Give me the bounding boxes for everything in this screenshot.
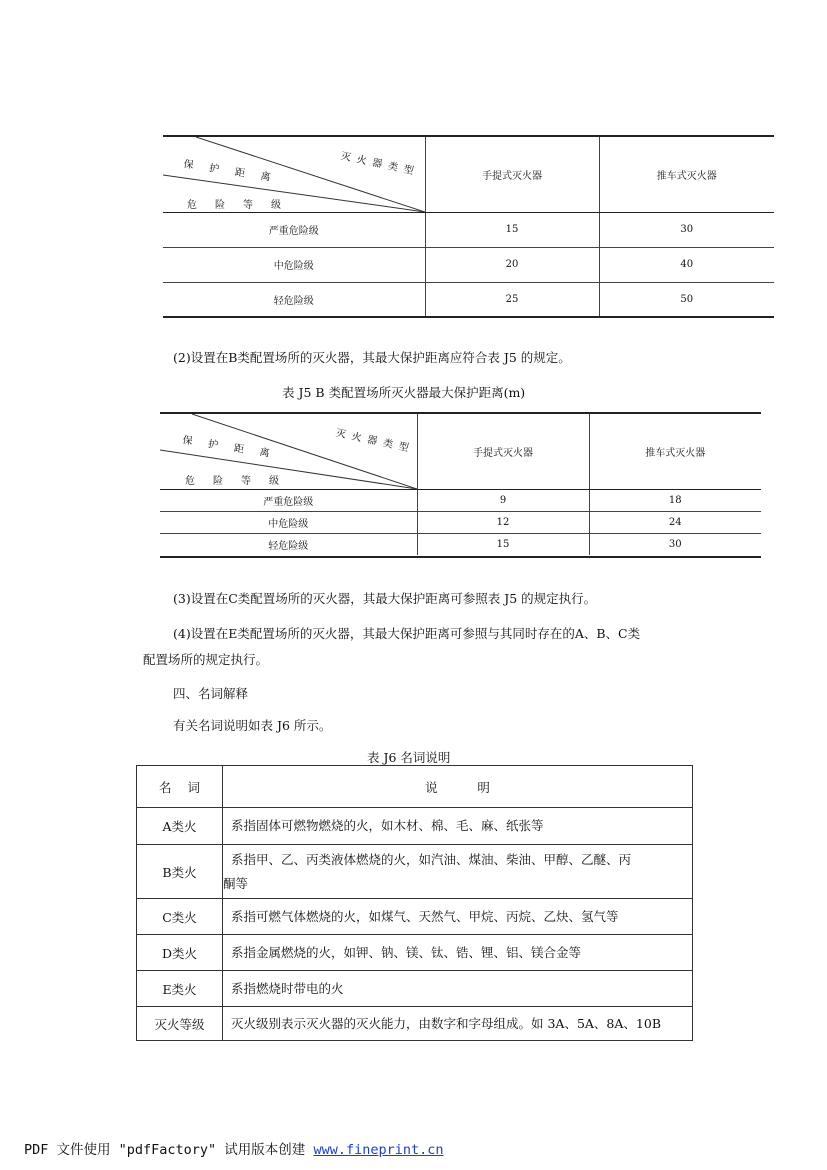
table-j4-row-wheeled: 30	[599, 212, 774, 247]
table-j6-row-desc-line-2: 酮等	[223, 875, 249, 891]
table-j6-row-term: E类火	[137, 971, 223, 1007]
table-j5-caption: 表 J5 B 类配置场所灭火器最大保护距离(m)	[282, 385, 526, 400]
table-j5-row-portable: 9	[417, 489, 589, 511]
table-j6-row-term: C类火	[137, 899, 223, 935]
table-j4-bottom-rule	[163, 316, 774, 318]
paragraph-4-line-2: 配置场所的规定执行。	[143, 652, 269, 667]
table-j5-row-wheeled: 30	[589, 533, 761, 555]
table-j4-col-wheeled: 推车式灭火器	[599, 137, 774, 212]
footer-prefix: PDF 文件使用 "pdfFactory" 试用版本创建	[24, 1142, 314, 1158]
table-j6-row-desc: 系指可燃气体燃烧的火，如煤气、天然气、甲烷、丙烷、乙炔、氢气等	[223, 899, 693, 935]
section-title: 四、名词解释	[173, 686, 249, 701]
table-j4-header-type-label: 灭火器类型	[339, 150, 421, 179]
table-j6-caption: 表 J6 名词说明	[367, 750, 451, 765]
table-j5-bottom-rule	[160, 556, 761, 558]
paragraph-4-line-1: (4)设置在E类配置场所的灭火器，其最大保护距离可参照与其同时存在的A、B、C类	[173, 626, 641, 641]
table-j5-col-wheeled: 推车式灭火器	[589, 414, 761, 489]
table-j6-row-desc: 系指金属燃烧的火，如钾、钠、镁、钛、锆、锂、铝、镁合金等	[223, 935, 693, 971]
table-j5-row-wheeled: 18	[589, 489, 761, 511]
paragraph-3: (3)设置在C类配置场所的灭火器，其最大保护距离可参照表 J5 的规定执行。	[173, 591, 597, 606]
table-j6-row-desc: 灭火级别表示灭火器的灭火能力，由数字和字母组成。如 3A、5A、8A、10B	[223, 1007, 693, 1041]
table-j6-row-term: B类火	[137, 845, 223, 899]
table-j5-header-distance-label: 保护距离	[181, 434, 287, 463]
table-j4-row-portable: 20	[425, 247, 599, 282]
table-j4-header-level-label: 危险等级	[187, 200, 299, 211]
table-j5	[160, 414, 761, 555]
table-j4	[163, 137, 774, 317]
table-j4-row-level: 严重危险级	[163, 212, 425, 247]
table-j5-row-level: 轻危险级	[268, 540, 309, 552]
table-j4-row-level: 中危险级	[163, 247, 425, 282]
table-j6-row-desc	[223, 845, 693, 899]
table-j5-row-portable: 15	[417, 533, 589, 555]
table-j4-diagonal-header	[163, 137, 425, 212]
table-j5-col-portable: 手提式灭火器	[417, 414, 589, 489]
table-j6-row-term: 灭火等级	[137, 1007, 223, 1041]
paragraph-2: (2)设置在B类配置场所的灭火器，其最大保护距离应符合表 J5 的规定。	[173, 350, 571, 365]
table-j4-row-level: 轻危险级	[273, 296, 314, 308]
table-j4-row-portable: 25	[425, 282, 599, 317]
table-j5-row-portable: 12	[417, 511, 589, 533]
table-j6-row-desc-line-1: 系指甲、乙、丙类液体燃烧的火，如汽油、煤油、柴油、甲醇、乙醚、丙	[231, 851, 632, 867]
table-j4-row-wheeled: 50	[599, 282, 774, 317]
table-j4-row-portable: 15	[425, 212, 599, 247]
table-j4-row-wheeled: 40	[599, 247, 774, 282]
pdf-footer	[24, 1138, 443, 1158]
table-j6-row-term: D类火	[137, 935, 223, 971]
table-j6-row-term: A类火	[137, 808, 223, 845]
table-j5-row-level: 中危险级	[160, 511, 417, 533]
table-j4-header-distance-label: 保护距离	[182, 158, 288, 187]
intro-text: 有关名词说明如表 J6 所示。	[173, 718, 332, 733]
table-j6	[136, 765, 693, 1041]
footer-link[interactable]: www.fineprint.cn	[313, 1142, 444, 1158]
table-j5-diagonal-header	[160, 414, 417, 489]
table-j6-row-desc: 系指固体可燃物燃烧的火，如木材、棉、毛、麻、纸张等	[223, 808, 693, 845]
table-j5-header-type-label: 灭火器类型	[334, 427, 416, 456]
table-j6-row-desc: 系指燃烧时带电的火	[223, 971, 693, 1007]
table-j5-row-level: 严重危险级	[160, 489, 417, 511]
table-j5-row-wheeled: 24	[589, 511, 761, 533]
table-j4-col-portable: 手提式灭火器	[425, 137, 599, 212]
table-j6-header-term: 名 词	[137, 766, 223, 808]
table-j5-header-level-label: 危险等级	[185, 476, 297, 487]
table-j6-header-desc: 说 明	[223, 766, 693, 808]
